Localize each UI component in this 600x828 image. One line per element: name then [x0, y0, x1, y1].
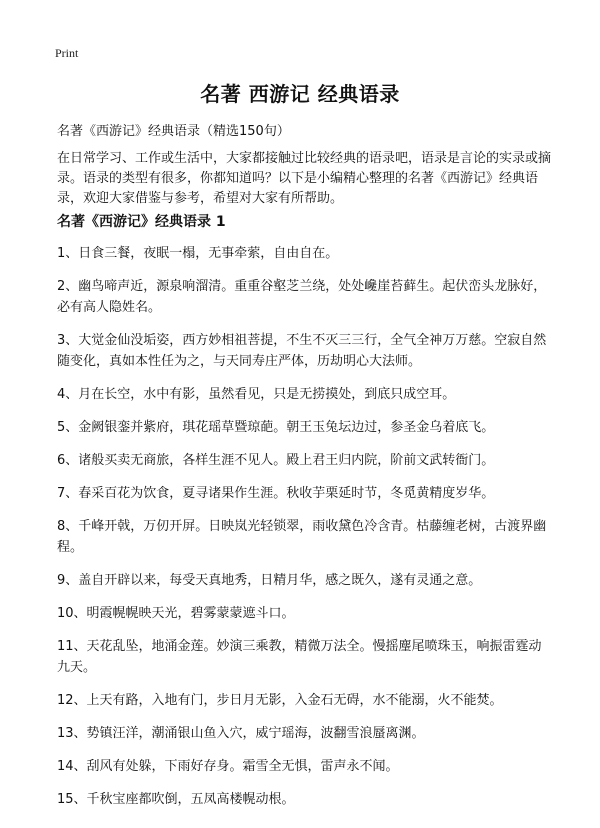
article-subtitle: 名著《西游记》经典语录（精选150句）	[57, 124, 290, 139]
quote-item: 5、金阙银銮并紫府，琪花瑶草暨琼葩。朝王玉兔坛边过，参圣金乌着底飞。	[57, 420, 495, 435]
quote-item: 14、刮风有处躲，下雨好存身。霜雪全无惧，雷声永不闻。	[57, 759, 399, 774]
quote-item: 1、日食三餐，夜眠一榻，无事牵萦，自由自在。	[57, 246, 339, 261]
page-title: 名著 西游记 经典语录	[200, 82, 400, 106]
quote-item: 10、明霞幌幌映天光，碧雾蒙蒙遮斗口。	[57, 606, 295, 621]
print-link[interactable]: Print	[55, 46, 79, 60]
quote-item: 11、天花乱坠，地涌金莲。妙演三乘教，精微万法全。慢摇麈尾喷珠玉，响振雷霆动九天。	[57, 639, 542, 675]
quote-item: 15、千秋宝座都吹倒，五凤高楼幌动根。	[57, 792, 295, 807]
quote-item: 8、千峰开戟，万仞开屏。日映岚光轻锁翠，雨收黛色冷含青。枯藤缠老树，古渡界幽程。	[57, 519, 547, 555]
intro-paragraph: 在日常学习、工作或生活中，大家都接触过比较经典的语录吧，语录是言论的实录或摘录。语录的类型有很多，你都知道吗？以下是小编精心整理的名著《西游记》经典语录，欢迎大家借鉴与参考，希望对大家有所帮助。	[57, 151, 552, 206]
quote-item: 12、上天有路，入地有门，步日月无影，入金石无碍，水不能溺，火不能焚。	[57, 693, 503, 708]
quote-item: 9、盖自开辟以来，每受天真地秀，日精月华，感之既久，遂有灵通之意。	[57, 573, 482, 588]
quote-item: 7、春采百花为饮食，夏寻诸果作生涯。秋收芋栗延时节，冬觅黄精度岁华。	[57, 486, 495, 501]
quote-list	[57, 243, 552, 822]
quote-item: 2、幽鸟啼声近，源泉响溜清。重重谷壑芝兰绕，处处巉崖苔藓生。起伏峦头龙脉好，必有高人隐姓名。	[57, 279, 547, 315]
quote-item: 13、势镇汪洋，潮涌银山鱼入穴，威宁瑶海，波翻雪浪蜃离渊。	[57, 726, 425, 741]
quote-item: 3、大觉金仙没垢姿，西方妙相祖菩提，不生不灭三三行，全气全神万万慈。空寂自然随变化，真如本性任为之，与天同寿庄严体，历劫明心大法师。	[57, 333, 547, 369]
quote-item: 4、月在长空，水中有影，虽然看见，只是无捞摸处，到底只成空耳。	[57, 387, 456, 402]
section-heading: 名著《西游记》经典语录 1	[57, 214, 226, 230]
quote-item: 6、诸般买卖无商旅，各样生涯不见人。殿上君王归内院，阶前文武转衙门。	[57, 453, 495, 468]
